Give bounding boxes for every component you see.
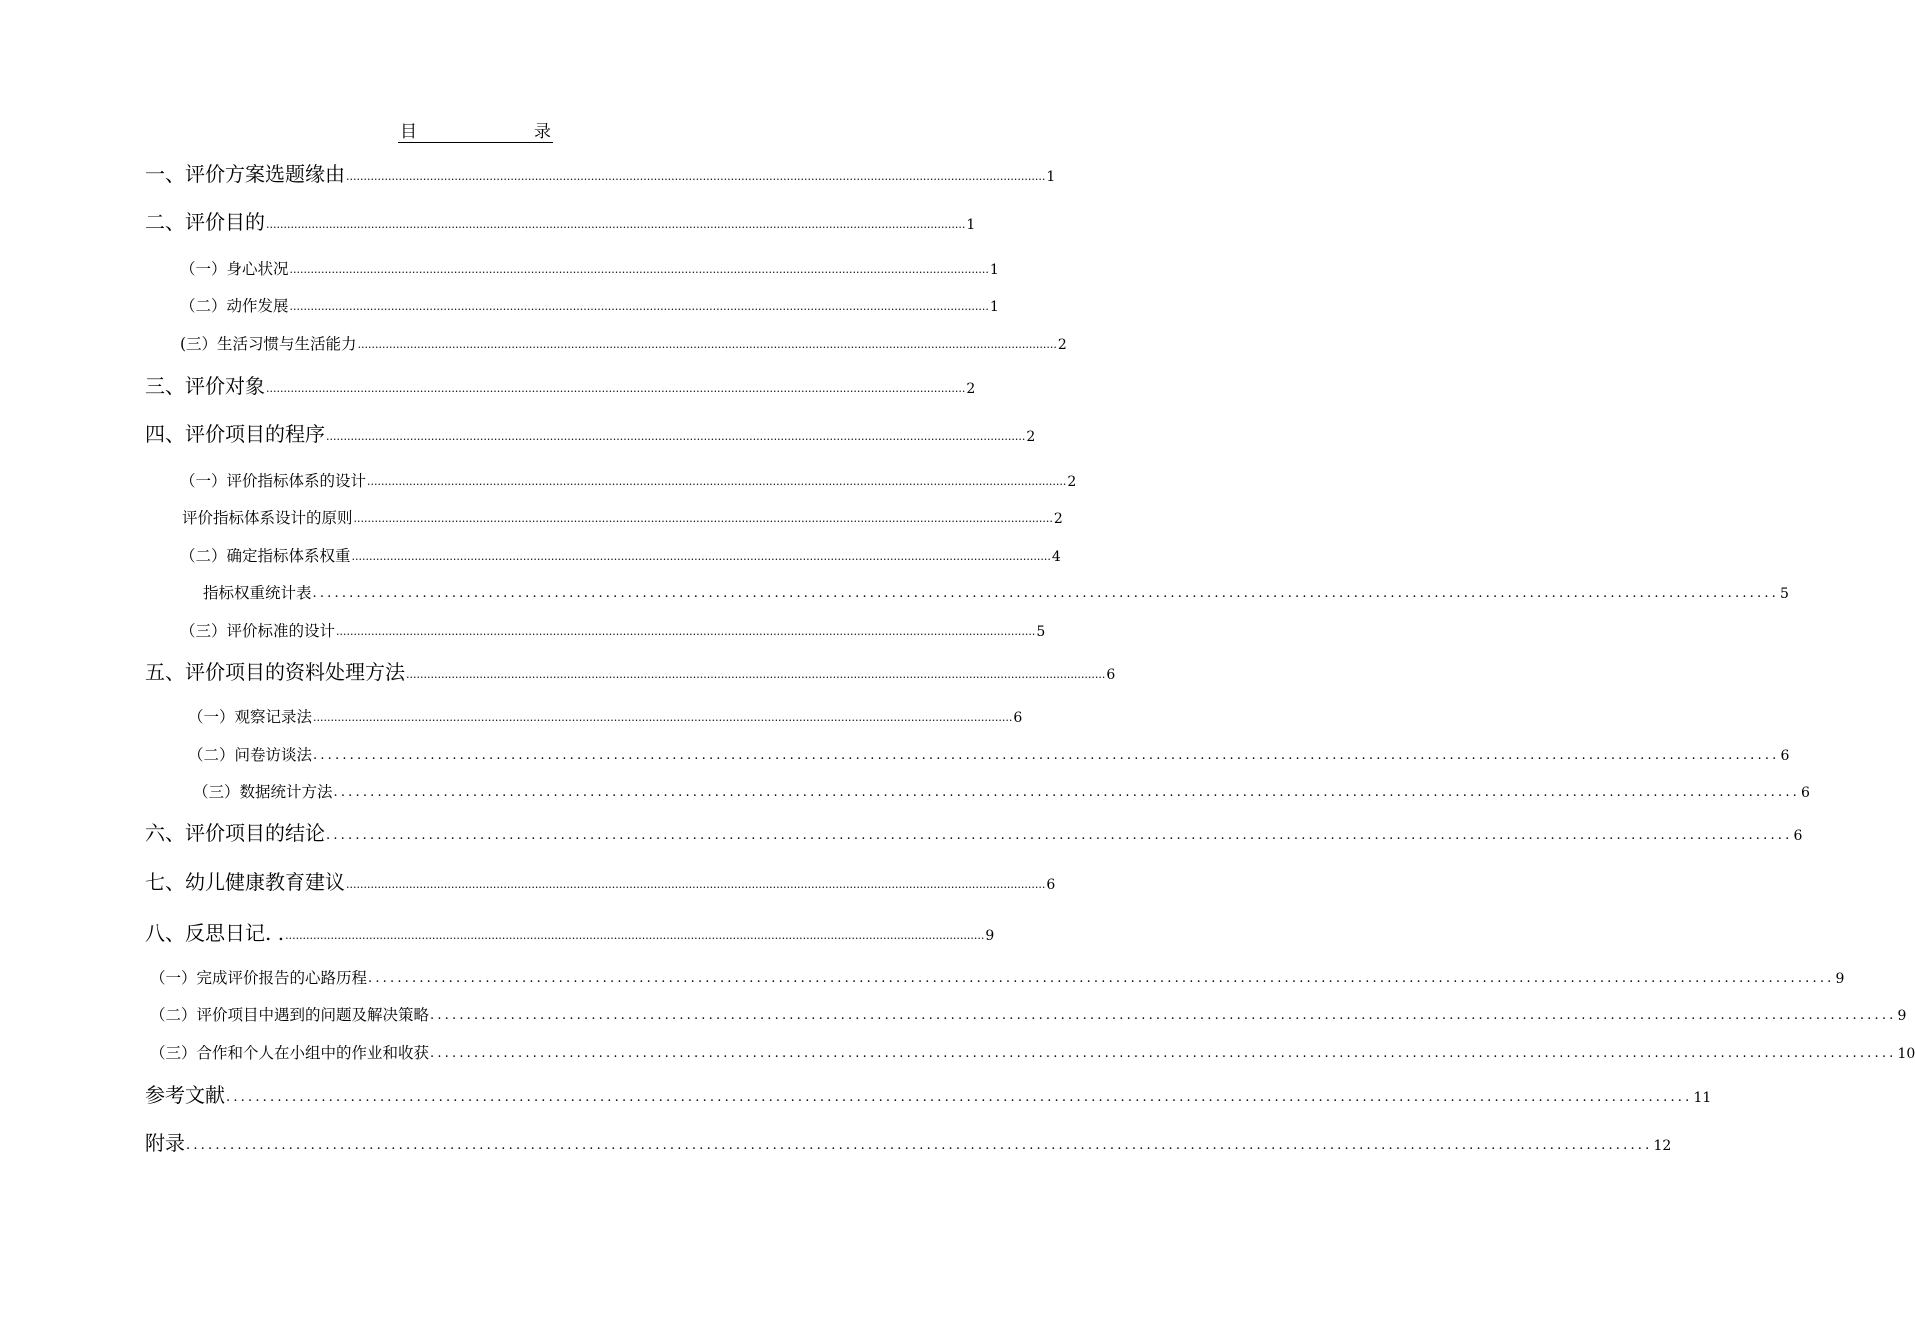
toc-leader: ........................................................................................................................................................................................................ [430, 1008, 1897, 1023]
toc-title [398, 122, 553, 143]
toc-entry[interactable] [180, 259, 999, 279]
toc-entry-label: （三）评价标准的设计 [180, 622, 336, 640]
toc-leader: ........................................................................................................................................................................................................ [368, 971, 1835, 986]
toc-entry[interactable] [145, 374, 976, 398]
toc-entry-label: （一）身心状况 [180, 260, 289, 278]
toc-leader: ........................................................................................................................................................................................................ [186, 1138, 1653, 1153]
toc-leader: ........................................................................................................................................................................................................ [289, 300, 989, 313]
toc-entry[interactable] [145, 1131, 1672, 1155]
toc-leader: ........................................................................................................................................................................................................ [430, 1046, 1897, 1061]
toc-entry-label: （三）数据统计方法 [193, 783, 333, 801]
toc-leader: ........................................................................................................................................................................................................ [289, 263, 989, 276]
toc-leader: ........................................................................................................................................................................................................ [266, 218, 966, 231]
toc-entry-page: 6 [1013, 710, 1023, 726]
toc-entry-page: 9 [985, 928, 995, 944]
toc-entry[interactable] [145, 162, 1056, 186]
toc-title-right: 录 [534, 122, 551, 142]
toc-entry[interactable] [188, 745, 1790, 765]
toc-entry-page: 2 [966, 381, 976, 397]
toc-entry-page: 1 [989, 299, 999, 315]
toc-entry-label: （一）观察记录法 [188, 708, 313, 726]
toc-entry-page: 9 [1835, 971, 1845, 987]
toc-entry[interactable] [193, 782, 1810, 802]
toc-entry-label: 七、幼儿健康教育建议 [145, 870, 345, 894]
toc-entry-page: 1 [989, 262, 999, 278]
toc-entry[interactable] [180, 334, 1067, 354]
toc-entry-page: 1 [1046, 169, 1056, 185]
toc-entry-label: （三）合作和个人在小组中的作业和收获 [150, 1044, 430, 1062]
toc-entry-page: 6 [1780, 748, 1790, 764]
toc-leader: ........................................................................................................................................................................................................ [266, 382, 966, 395]
toc-entry[interactable] [145, 660, 1116, 684]
toc-entry-page: 9 [1897, 1008, 1907, 1024]
toc-entry-label: 八、反思日记. . [145, 921, 285, 945]
toc-entry-page: 2 [1026, 429, 1036, 445]
toc-entry[interactable] [145, 1083, 1712, 1107]
toc-entry-label: （二）问卷访谈法 [188, 746, 313, 764]
toc-entry[interactable] [188, 707, 1023, 727]
toc-leader: ........................................................................................................................................................................................................ [313, 711, 1013, 724]
toc-leader: ........................................................................................................................................................................................................ [336, 625, 1036, 638]
toc-title-left: 目 [400, 122, 417, 142]
toc-entry-label: （一）完成评价报告的心路历程 [150, 969, 368, 987]
toc-entry-label: (三）生活习惯与生活能力 [180, 335, 357, 353]
toc-leader: ........................................................................................................................................................................................................ [367, 475, 1067, 488]
toc-entry[interactable] [145, 821, 1803, 845]
toc-entry-page: 11 [1693, 1090, 1712, 1106]
toc-leader: ........................................................................................................................................................................................................ [226, 1090, 1693, 1105]
toc-entry[interactable] [150, 1005, 1907, 1025]
toc-leader: ........................................................................................................................................................................................................ [313, 748, 1780, 763]
toc-entry-label: 参考文献 [145, 1083, 225, 1107]
toc-leader: ........................................................................................................................................................................................................ [346, 878, 1046, 891]
toc-entry-label: 六、评价项目的结论 [145, 821, 325, 845]
toc-entry-label: 二、评价目的 [145, 210, 265, 234]
toc-entry-label: 评价指标体系设计的原则 [182, 509, 353, 527]
toc-entry[interactable] [203, 583, 1789, 603]
toc-entry[interactable] [145, 870, 1056, 894]
toc-entry[interactable] [180, 471, 1077, 491]
toc-entry-label: （一）评价指标体系的设计 [180, 472, 367, 490]
toc-entry-page: 5 [1779, 586, 1789, 602]
toc-entry-page: 12 [1653, 1138, 1672, 1154]
toc-entry[interactable] [150, 968, 1845, 988]
toc-entry-page: 10 [1897, 1046, 1915, 1062]
toc-entry-label: 附录 [145, 1131, 185, 1155]
toc-entry-label: 三、评价对象 [145, 374, 265, 398]
toc-entry[interactable] [145, 210, 976, 234]
toc-entry-label: 五、评价项目的资料处理方法 [145, 660, 405, 684]
toc-entry[interactable] [180, 621, 1046, 641]
toc-entry-label: （二）动作发展 [180, 297, 289, 315]
toc-entry-label: 四、评价项目的程序 [145, 422, 325, 446]
toc-entry-page: 4 [1051, 549, 1061, 565]
toc-leader: ........................................................................................................................................................................................................ [312, 586, 1779, 601]
toc-leader: ........................................................................................................................................................................................................ [353, 512, 1053, 525]
toc-entry[interactable] [145, 422, 1036, 446]
toc-entry-page: 6 [1106, 667, 1116, 683]
toc-entry[interactable] [182, 508, 1063, 528]
toc-entry-page: 2 [1067, 474, 1077, 490]
toc-entry-page: 2 [1057, 337, 1067, 353]
toc-leader: ........................................................................................................................................................................................................ [326, 828, 1793, 843]
toc-leader: ........................................................................................................................................................................................................ [346, 170, 1046, 183]
toc-entry-label: 一、评价方案选题缘由 [145, 162, 345, 186]
toc-entry[interactable] [145, 921, 995, 945]
toc-entry-page: 2 [1053, 511, 1063, 527]
toc-entry-page: 5 [1036, 624, 1046, 640]
toc-entry-label: （二）确定指标体系权重 [180, 547, 351, 565]
toc-leader: ........................................................................................................................................................................................................ [285, 929, 985, 942]
toc-leader: ........................................................................................................................................................................................................ [326, 430, 1026, 443]
toc-entry-page: 1 [966, 217, 976, 233]
toc-entry[interactable] [180, 546, 1061, 566]
toc-leader: ........................................................................................................................................................................................................ [357, 338, 1057, 351]
toc-entry[interactable] [150, 1043, 1915, 1063]
toc-entry-page: 6 [1800, 785, 1810, 801]
toc-entry-page: 6 [1793, 828, 1803, 844]
toc-entry[interactable] [180, 296, 999, 316]
toc-leader: ........................................................................................................................................................................................................ [406, 668, 1106, 681]
toc-entry-label: （二）评价项目中遇到的问题及解决策略 [150, 1006, 430, 1024]
toc-leader: ........................................................................................................................................................................................................ [333, 785, 1800, 800]
toc-entry-page: 6 [1046, 877, 1056, 893]
toc-entry-label: 指标权重统计表 [203, 584, 312, 602]
toc-leader: ........................................................................................................................................................................................................ [351, 550, 1051, 563]
